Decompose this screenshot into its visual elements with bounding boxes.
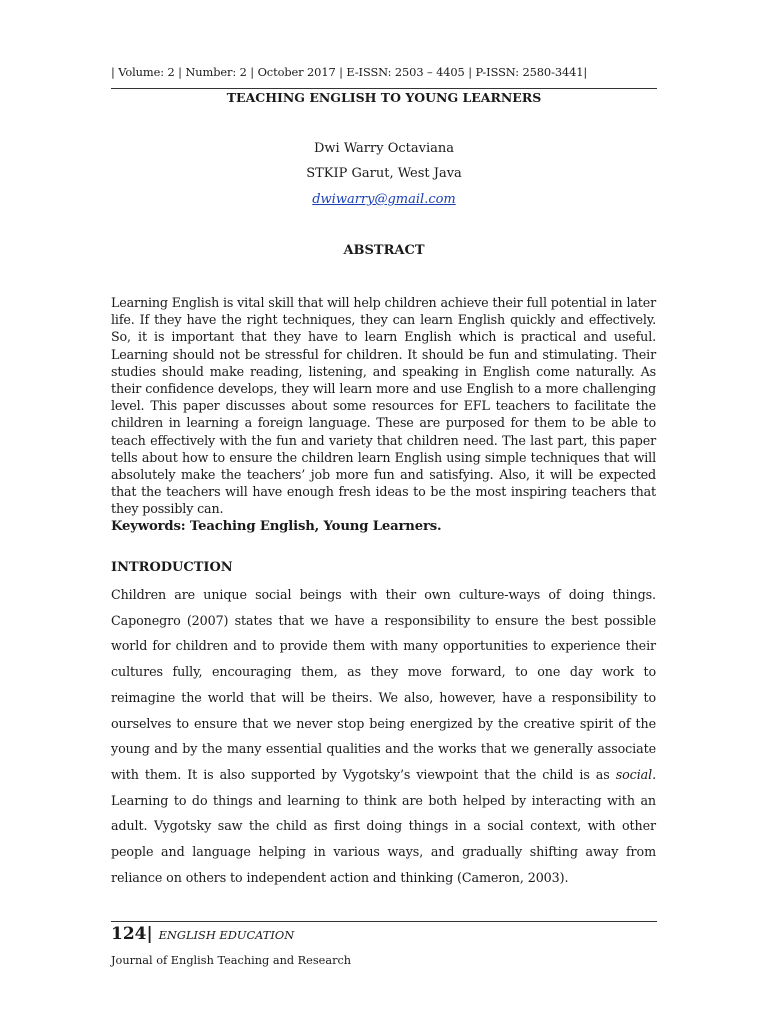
abstract-heading: ABSTRACT (343, 243, 425, 258)
footer-rule (111, 921, 657, 922)
abstract-section (111, 294, 656, 535)
author-email-link[interactable]: dwiwarry@gmail.com (312, 192, 456, 207)
header-rule (111, 88, 657, 89)
footer-separator: | (146, 924, 153, 944)
introduction-text-part1: Children are unique social beings with their own culture-ways of doing things. Caponegro (2007) states that we have a responsibility to ensure the best possible world for children and to provide them with many opportunities to experience their cultures fully, encouraging them, as they move forward, to one day work to reimagine the world that will be theirs. We also, however, have a responsibility to ourselves to ensure that we never stop being energized by the creative spirit of the young and by the many essential qualities and the works that we generally associate with them. It is also supported by Vygotsky’s viewpoint that the child is as (111, 587, 656, 782)
page-number: 124 (111, 924, 147, 944)
abstract-keywords: Keywords: Teaching English, Young Learners. (111, 518, 442, 534)
introduction-italic-term: social (615, 766, 653, 782)
introduction-body (111, 582, 656, 890)
introduction-text-part2: . Learning to do things and learning to think are both helped by interacting with an adult. Vygotsky saw the child as first doing things in a social context, with other people and language helping in various ways, and gradually shifting away from reliance on others to independent action and thinking (Cameron, 2003). (111, 766, 657, 885)
journal-header: | Volume: 2 | Number: 2 | October 2017 | E-ISSN: 2503 – 4405 | P-ISSN: 2580-3441| (111, 65, 588, 79)
paper-title: TEACHING ENGLISH TO YOUNG LEARNERS (226, 90, 542, 105)
footer-journal-name: Journal of English Teaching and Research (111, 954, 352, 967)
introduction-heading: INTRODUCTION (111, 560, 233, 575)
page-footer (111, 924, 294, 944)
author-affiliation: STKIP Garut, West Java (306, 166, 462, 181)
abstract-body: Learning English is vital skill that will help children achieve their full potential in later life. If they have the right techniques, they can learn English quickly and effectively. So, it is important that they have to learn English which is practical and useful. Learning should not be stressful for children. It should be fun and stimulating. Their studies should make reading, listening, and speaking in English come naturally. As their confidence develops, they will learn more and use English to a more challenging level. This paper discusses about some resources for EFL teachers to facilitate the children in learning a foreign language. These are purposed for them to be able to teach effectively with the fun and variety that children need. The last part, this paper tells about how to ensure the children learn English using simple techniques that will absolutely make the teachers’ job more fun and satisfying. Also, it will be expected that the teachers will have enough fresh ideas to be the most inspiring teachers that they possibly can. (111, 295, 656, 517)
footer-section-name: ENGLISH EDUCATION (158, 928, 295, 942)
author-name: Dwi Warry Octaviana (313, 141, 455, 156)
author-email-line (111, 192, 657, 207)
